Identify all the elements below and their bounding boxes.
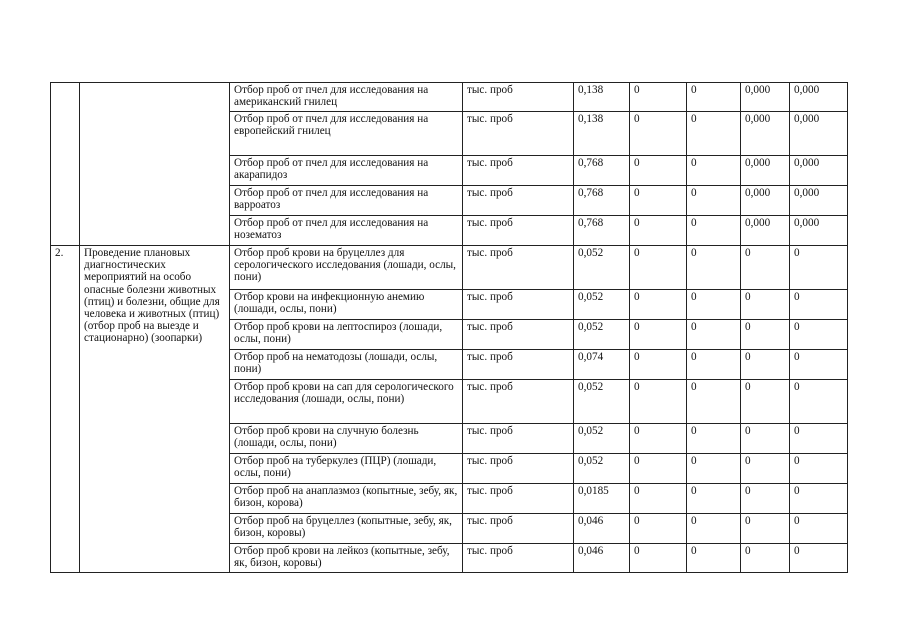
value-cell-2: 0 <box>630 320 687 350</box>
value-cell-1: 0,046 <box>574 544 630 573</box>
procedure-description: Отбор проб крови на лейкоз (копытные, зебу, як, бизон, коровы) <box>230 544 463 573</box>
value-cell-1: 0,074 <box>574 350 630 380</box>
value-cell-5: 0,000 <box>790 156 848 186</box>
value-cell-5: 0 <box>790 454 848 484</box>
value-cell-5: 0,000 <box>790 83 848 112</box>
value-cell-1: 0,052 <box>574 454 630 484</box>
unit-cell: тыс. проб <box>463 112 574 156</box>
value-cell-1: 0,046 <box>574 514 630 544</box>
procedure-description: Отбор проб на анаплазмоз (копытные, зебу, як, бизон, корова) <box>230 484 463 514</box>
value-cell-3: 0 <box>687 424 741 454</box>
procedure-description: Отбор проб крови на сап для серологического исследования (лошади, ослы, пони) <box>230 380 463 424</box>
value-cell-3: 0 <box>687 320 741 350</box>
value-cell-4: 0,000 <box>741 156 790 186</box>
value-cell-4: 0 <box>741 544 790 573</box>
procedure-description: Отбор проб от пчел для исследования на акарапидоз <box>230 156 463 186</box>
unit-cell: тыс. проб <box>463 246 574 290</box>
value-cell-1: 0,052 <box>574 424 630 454</box>
value-cell-4: 0,000 <box>741 83 790 112</box>
value-cell-5: 0 <box>790 320 848 350</box>
value-cell-3: 0 <box>687 484 741 514</box>
value-cell-3: 0 <box>687 290 741 320</box>
row-number-cell <box>51 83 80 246</box>
value-cell-3: 0 <box>687 156 741 186</box>
value-cell-5: 0 <box>790 290 848 320</box>
value-cell-2: 0 <box>630 454 687 484</box>
value-cell-4: 0,000 <box>741 112 790 156</box>
procedure-description: Отбор проб крови на случную болезнь (лошади, ослы, пони) <box>230 424 463 454</box>
value-cell-2: 0 <box>630 380 687 424</box>
procedure-description: Отбор проб крови на лептоспироз (лошади, ослы, пони) <box>230 320 463 350</box>
unit-cell: тыс. проб <box>463 83 574 112</box>
unit-cell: тыс. проб <box>463 216 574 246</box>
value-cell-2: 0 <box>630 424 687 454</box>
procedure-description: Отбор крови на инфекционную анемию (лошади, ослы, пони) <box>230 290 463 320</box>
value-cell-3: 0 <box>687 454 741 484</box>
procedure-description: Отбор проб крови на бруцеллез для серологического исследования (лошади, ослы, пони) <box>230 246 463 290</box>
unit-cell: тыс. проб <box>463 350 574 380</box>
value-cell-4: 0 <box>741 380 790 424</box>
procedure-description: Отбор проб на нематодозы (лошади, ослы, пони) <box>230 350 463 380</box>
unit-cell: тыс. проб <box>463 544 574 573</box>
value-cell-1: 0,052 <box>574 290 630 320</box>
procedure-description: Отбор проб от пчел для исследования на нозематоз <box>230 216 463 246</box>
table-row <box>51 246 848 290</box>
value-cell-1: 0,052 <box>574 320 630 350</box>
value-cell-2: 0 <box>630 83 687 112</box>
value-cell-5: 0 <box>790 514 848 544</box>
value-cell-4: 0 <box>741 320 790 350</box>
value-cell-5: 0 <box>790 380 848 424</box>
procedure-description: Отбор проб от пчел для исследования на американский гнилец <box>230 83 463 112</box>
value-cell-4: 0 <box>741 350 790 380</box>
data-table <box>50 82 848 573</box>
value-cell-2: 0 <box>630 246 687 290</box>
procedure-description: Отбор проб на туберкулез (ПЦР) (лошади, ослы, пони) <box>230 454 463 484</box>
value-cell-3: 0 <box>687 544 741 573</box>
value-cell-1: 0,052 <box>574 246 630 290</box>
section-number: 2. <box>51 246 80 573</box>
unit-cell: тыс. проб <box>463 514 574 544</box>
value-cell-3: 0 <box>687 186 741 216</box>
value-cell-3: 0 <box>687 514 741 544</box>
value-cell-4: 0 <box>741 514 790 544</box>
value-cell-1: 0,138 <box>574 83 630 112</box>
unit-cell: тыс. проб <box>463 186 574 216</box>
value-cell-5: 0 <box>790 246 848 290</box>
value-cell-2: 0 <box>630 484 687 514</box>
value-cell-4: 0 <box>741 290 790 320</box>
value-cell-2: 0 <box>630 544 687 573</box>
unit-cell: тыс. проб <box>463 424 574 454</box>
value-cell-2: 0 <box>630 514 687 544</box>
unit-cell: тыс. проб <box>463 290 574 320</box>
unit-cell: тыс. проб <box>463 454 574 484</box>
value-cell-2: 0 <box>630 290 687 320</box>
value-cell-2: 0 <box>630 216 687 246</box>
value-cell-4: 0 <box>741 246 790 290</box>
value-cell-5: 0 <box>790 350 848 380</box>
value-cell-3: 0 <box>687 83 741 112</box>
value-cell-2: 0 <box>630 156 687 186</box>
value-cell-3: 0 <box>687 350 741 380</box>
value-cell-3: 0 <box>687 112 741 156</box>
unit-cell: тыс. проб <box>463 380 574 424</box>
value-cell-3: 0 <box>687 380 741 424</box>
table-body <box>51 83 848 573</box>
value-cell-1: 0,052 <box>574 380 630 424</box>
value-cell-1: 0,768 <box>574 186 630 216</box>
value-cell-5: 0 <box>790 544 848 573</box>
value-cell-1: 0,138 <box>574 112 630 156</box>
unit-cell: тыс. проб <box>463 156 574 186</box>
value-cell-4: 0,000 <box>741 186 790 216</box>
section-title: Проведение плановых диагностических мероприятий на особо опасные болезни животных (птиц) и болезни, общие для человека и животных (птиц) (отбор проб на выезде и стационарно) (зоопарки) <box>80 246 230 573</box>
value-cell-2: 0 <box>630 350 687 380</box>
value-cell-5: 0 <box>790 484 848 514</box>
value-cell-3: 0 <box>687 216 741 246</box>
value-cell-4: 0 <box>741 484 790 514</box>
table-row <box>51 83 848 112</box>
value-cell-5: 0,000 <box>790 216 848 246</box>
unit-cell: тыс. проб <box>463 484 574 514</box>
value-cell-4: 0 <box>741 424 790 454</box>
value-cell-3: 0 <box>687 246 741 290</box>
unit-cell: тыс. проб <box>463 320 574 350</box>
value-cell-4: 0,000 <box>741 216 790 246</box>
procedure-description: Отбор проб от пчел для исследования на варроатоз <box>230 186 463 216</box>
value-cell-1: 0,768 <box>574 156 630 186</box>
procedure-description: Отбор проб от пчел для исследования на европейский гнилец <box>230 112 463 156</box>
procedure-description: Отбор проб на бруцеллез (копытные, зебу, як, бизон, коровы) <box>230 514 463 544</box>
value-cell-5: 0 <box>790 424 848 454</box>
value-cell-2: 0 <box>630 112 687 156</box>
value-cell-1: 0,0185 <box>574 484 630 514</box>
section-title-cell <box>80 83 230 246</box>
value-cell-5: 0,000 <box>790 112 848 156</box>
value-cell-1: 0,768 <box>574 216 630 246</box>
value-cell-4: 0 <box>741 454 790 484</box>
value-cell-2: 0 <box>630 186 687 216</box>
value-cell-5: 0,000 <box>790 186 848 216</box>
